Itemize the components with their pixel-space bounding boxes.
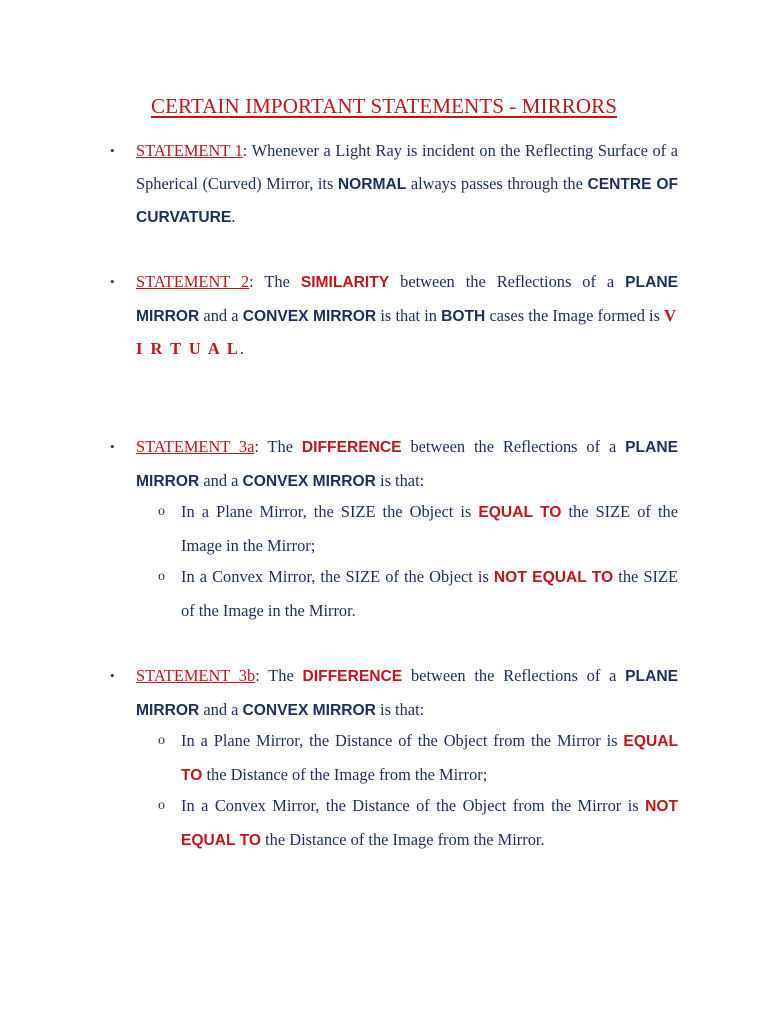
- sub-bullet-icon: o: [158, 504, 165, 519]
- keyword: PLANE MIRROR: [136, 439, 679, 490]
- statement-3a: [136, 431, 678, 498]
- keyword: SIMILARITY: [300, 274, 390, 291]
- keyword: DIFFERENCE: [301, 439, 402, 456]
- text-span: between the Reflections of a: [402, 666, 626, 685]
- keyword: PLANE MIRROR: [136, 668, 679, 719]
- sub-bullet-icon: o: [158, 798, 165, 813]
- keyword: EQUAL TO: [478, 504, 562, 521]
- text-span: always passes through the: [406, 173, 588, 193]
- keyword: BOTH: [441, 307, 486, 325]
- keyword: EQUAL TO: [181, 733, 678, 784]
- keyword: CONVEX MIRROR: [242, 701, 376, 719]
- text-span: the SIZE of the Image in the Mirror;: [181, 502, 678, 555]
- text-span: is that:: [375, 470, 425, 490]
- bullet-icon: •: [110, 143, 115, 158]
- text-span: and a: [199, 305, 243, 325]
- statement-3a-label: STATEMENT 3a: [136, 437, 255, 456]
- statement-2-label: STATEMENT 2: [136, 272, 250, 291]
- statement-3b: [136, 660, 678, 727]
- sub-bullet-icon: o: [158, 733, 165, 748]
- statement-3b-sub-1: [181, 725, 678, 792]
- keyword: NOT EQUAL TO: [181, 798, 678, 849]
- text-span: between the Reflections of a: [401, 437, 626, 456]
- text-span: : The: [254, 437, 302, 456]
- keyword: CONVEX MIRROR: [242, 472, 376, 490]
- text-span: is that:: [375, 699, 425, 719]
- page-title: CERTAIN IMPORTANT STATEMENTS - MIRRORS: [150, 94, 618, 118]
- text-span: : Whenever a Light Ray is incident on the Reflecting Surface of a Spherical (Curved) Mirror, its: [136, 141, 678, 193]
- statement-3b-label: STATEMENT 3b: [136, 666, 256, 685]
- sub-bullet-icon: o: [158, 569, 165, 584]
- text-span: and a: [199, 699, 243, 719]
- text-span: In a Convex Mirror, the SIZE of the Object is: [181, 567, 494, 586]
- bullet-icon: •: [110, 668, 115, 683]
- keyword: CONVEX MIRROR: [242, 307, 377, 325]
- keyword: V I R T U A L: [136, 305, 678, 358]
- text-span: between the Reflections of a: [389, 272, 626, 291]
- text-span: the Distance of the Image from the Mirror.: [261, 829, 545, 849]
- keyword: NORMAL: [337, 175, 407, 193]
- keyword: NOT EQUAL TO: [493, 569, 614, 586]
- text-span: and a: [199, 470, 243, 490]
- text-span: In a Convex Mirror, the Distance of the Object from the Mirror is: [181, 796, 646, 815]
- text-span: : The: [249, 272, 301, 291]
- statement-1-label: STATEMENT 1: [136, 141, 243, 160]
- keyword: DIFFERENCE: [302, 668, 403, 685]
- keyword: PLANE MIRROR: [136, 274, 678, 325]
- text-span: cases the Image formed is: [485, 305, 665, 325]
- statement-3b-sub-2: [181, 790, 678, 857]
- text-span: In a Plane Mirror, the Distance of the Object from the Mirror is: [181, 731, 624, 750]
- text-span: .: [239, 339, 244, 358]
- bullet-icon: •: [110, 439, 115, 454]
- statement-3a-sub-1: [181, 496, 678, 562]
- statement-1: [136, 135, 678, 235]
- text-span: .: [231, 207, 236, 226]
- text-span: : The: [255, 666, 303, 685]
- bullet-icon: •: [110, 274, 115, 289]
- text-span: In a Plane Mirror, the SIZE the Object is: [181, 502, 479, 521]
- text-span: is that in: [376, 305, 442, 325]
- statement-2: [136, 266, 678, 366]
- statement-3a-sub-2: [181, 561, 678, 627]
- keyword: CENTRE OF CURVATURE: [136, 175, 678, 226]
- text-span: the Distance of the Image from the Mirror;: [202, 764, 488, 784]
- text-span: the SIZE of the Image in the Mirror.: [181, 567, 678, 620]
